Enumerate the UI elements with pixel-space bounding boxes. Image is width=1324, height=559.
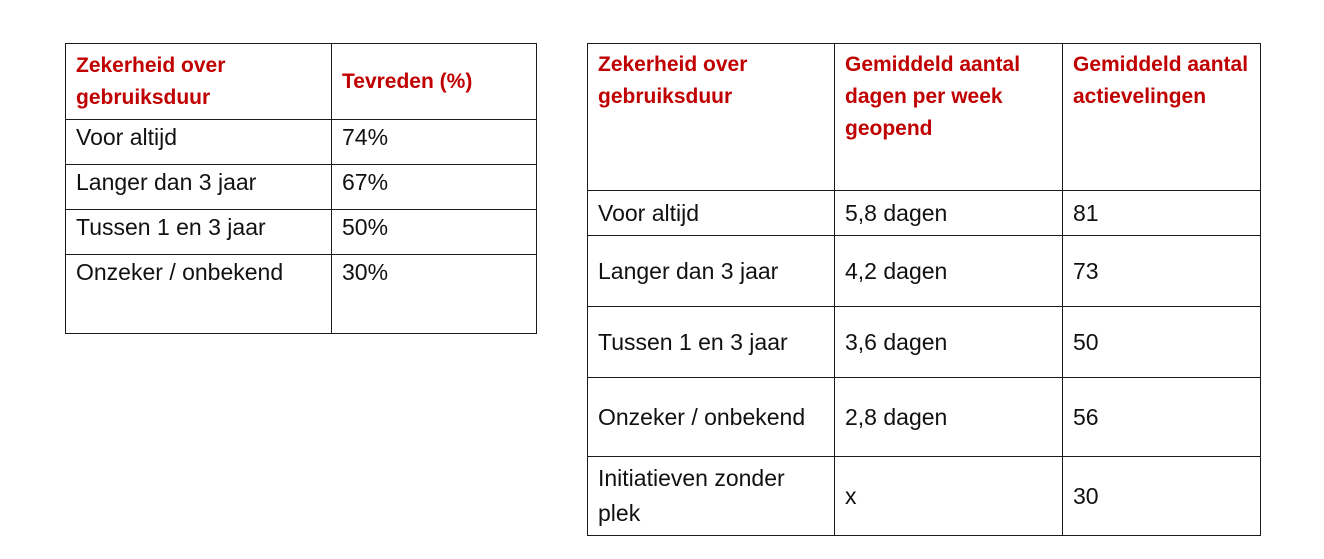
column-header-active-participants: Gemiddeld aantal actievelingen [1063,44,1261,191]
table-cell: Onzeker / onbekend [588,378,835,457]
table-cell: 30 [1063,457,1261,536]
table-row [588,191,1261,236]
table-cell: Tussen 1 en 3 jaar [588,307,835,378]
table-cell: 4,2 dagen [835,236,1063,307]
table-cell: 56 [1063,378,1261,457]
satisfaction-table [65,43,537,334]
table-header-row [66,44,537,120]
table-cell: 73 [1063,236,1261,307]
table-cell: 2,8 dagen [835,378,1063,457]
table-cell: 50 [1063,307,1261,378]
table-cell: Voor altijd [66,120,332,165]
table-cell: Onzeker / onbekend [66,255,332,334]
column-header-days-open: Gemiddeld aantal dagen per week geopend [835,44,1063,191]
table-cell: 50% [332,210,537,255]
column-header-certainty: Zekerheid over gebruiksduur [66,44,332,120]
table-cell: 81 [1063,191,1261,236]
table-row [588,457,1261,536]
table-cell: 30% [332,255,537,334]
table-cell: Langer dan 3 jaar [66,165,332,210]
table-cell: x [835,457,1063,536]
table-row [588,307,1261,378]
column-header-certainty: Zekerheid over gebruiksduur [588,44,835,191]
table-row [66,255,537,334]
table-cell: 3,6 dagen [835,307,1063,378]
table-cell: Voor altijd [588,191,835,236]
table-cell: 74% [332,120,537,165]
table-cell: 67% [332,165,537,210]
table-row [588,236,1261,307]
table-header-row [588,44,1261,191]
table-cell: Initiatieven zonder plek [588,457,835,536]
table-row [66,165,537,210]
table-cell: Tussen 1 en 3 jaar [66,210,332,255]
table-row [66,120,537,165]
table-row [66,210,537,255]
table-cell: Langer dan 3 jaar [588,236,835,307]
column-header-satisfied: Tevreden (%) [332,44,537,120]
usage-table [587,43,1261,536]
table-row [588,378,1261,457]
table-cell: 5,8 dagen [835,191,1063,236]
